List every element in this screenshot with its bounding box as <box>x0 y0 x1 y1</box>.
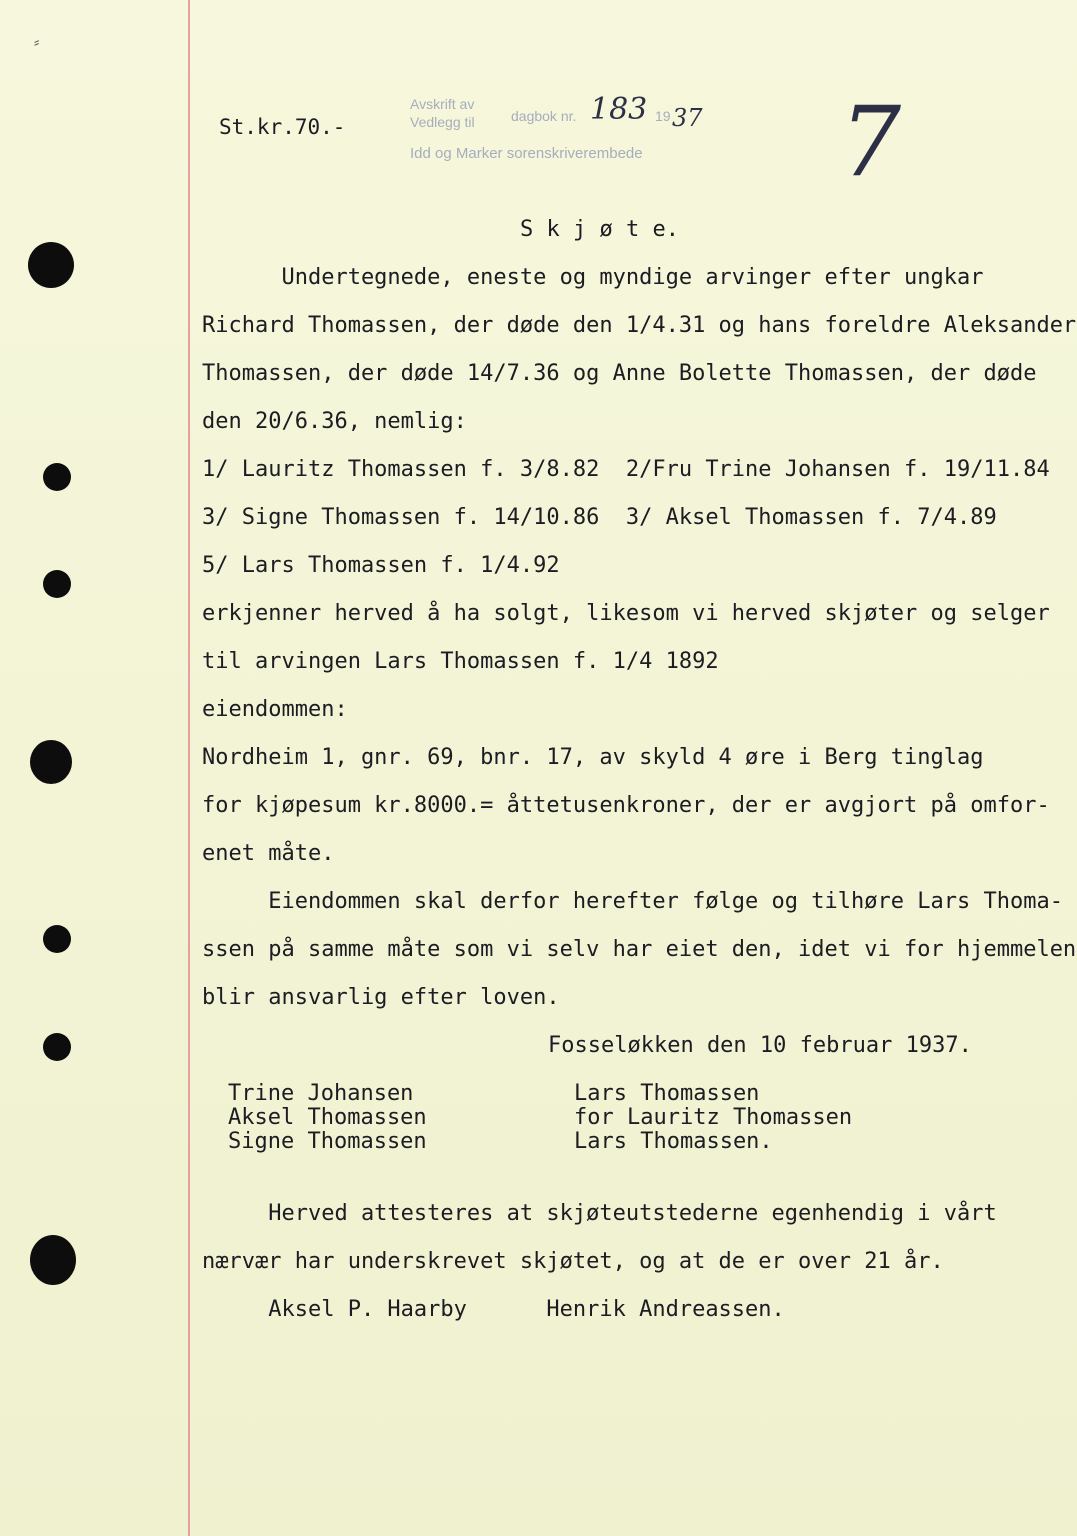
body-line-12: for kjøpesum kr.8000.= åttetusenkroner, der er avgjort på omfor- <box>202 793 1050 818</box>
attest-line-2: nærvær har underskrevet skjøtet, og at de er over 21 år. <box>202 1249 944 1274</box>
stamp-dagbok-label: dagbok nr. <box>511 108 577 124</box>
body-line-5: 1/ Lauritz Thomassen f. 3/8.82 2/Fru Trine Johansen f. 19/11.84 <box>202 457 1050 482</box>
body-line-10: eiendommen: <box>202 697 348 722</box>
signer-left-1: Trine Johansen <box>228 1081 414 1106</box>
stamp-year-prefix: 19 <box>655 108 671 124</box>
pencil-mark-icon: ⸗ <box>34 32 40 51</box>
signer-right-2: for Lauritz Thomassen <box>574 1105 853 1130</box>
signer-right-1: Lars Thomassen <box>574 1081 760 1106</box>
attest-line-1: Herved attesteres at skjøteutstederne egenhendig i vårt <box>202 1201 997 1226</box>
body-line-16: blir ansvarlig efter loven. <box>202 985 560 1010</box>
document-title: S k j ø t e. <box>520 217 679 242</box>
signer-left-2: Aksel Thomassen <box>228 1105 427 1130</box>
body-line-13: enet måte. <box>202 841 335 866</box>
punch-hole-2 <box>43 463 71 491</box>
signer-right-3: Lars Thomassen. <box>574 1129 773 1154</box>
handwritten-dagbok-number: 183 <box>590 92 648 127</box>
stamp-office-line: Idd og Marker sorenskriverembede <box>410 145 643 162</box>
signer-left-3: Signe Thomassen <box>228 1129 427 1154</box>
punch-hole-6 <box>43 1033 71 1061</box>
handwritten-folio-mark: 7 <box>840 86 902 198</box>
body-line-9: til arvingen Lars Thomassen f. 1/4 1892 <box>202 649 719 674</box>
stamp-line-1: Avskrift av <box>410 96 475 112</box>
punch-hole-3 <box>43 570 71 598</box>
body-line-1: Undertegnede, eneste og myndige arvinger efter ungkar <box>202 265 984 290</box>
red-margin-line <box>188 0 190 1536</box>
reference-number: St.kr.70.- <box>219 115 346 139</box>
punch-hole-4 <box>30 740 72 784</box>
body-line-8: erkjenner herved å ha solgt, likesom vi herved skjøter og selger <box>202 601 1050 626</box>
handwritten-year: 37 <box>672 104 703 132</box>
body-line-11: Nordheim 1, gnr. 69, bnr. 17, av skyld 4 øre i Berg tinglag <box>202 745 984 770</box>
place-date: Fosseløkken den 10 februar 1937. <box>548 1033 972 1058</box>
body-line-15: ssen på samme måte som vi selv har eiet den, idet vi for hjemmelen <box>202 937 1077 962</box>
body-line-7: 5/ Lars Thomassen f. 1/4.92 <box>202 553 560 578</box>
body-line-3: Thomassen, der døde 14/7.36 og Anne Bolette Thomassen, der døde <box>202 361 1037 386</box>
witness-line: Aksel P. Haarby Henrik Andreassen. <box>202 1297 785 1322</box>
punch-hole-5 <box>43 925 71 953</box>
punch-hole-1 <box>28 242 74 288</box>
body-line-2: Richard Thomassen, der døde den 1/4.31 og hans foreldre Aleksander <box>202 313 1077 338</box>
body-line-6: 3/ Signe Thomassen f. 14/10.86 3/ Aksel Thomassen f. 7/4.89 <box>202 505 997 530</box>
body-line-4: den 20/6.36, nemlig: <box>202 409 467 434</box>
punch-hole-7 <box>30 1235 76 1285</box>
stamp-line-2: Vedlegg til <box>410 114 475 130</box>
body-line-14: Eiendommen skal derfor herefter følge og tilhøre Lars Thoma- <box>202 889 1063 914</box>
